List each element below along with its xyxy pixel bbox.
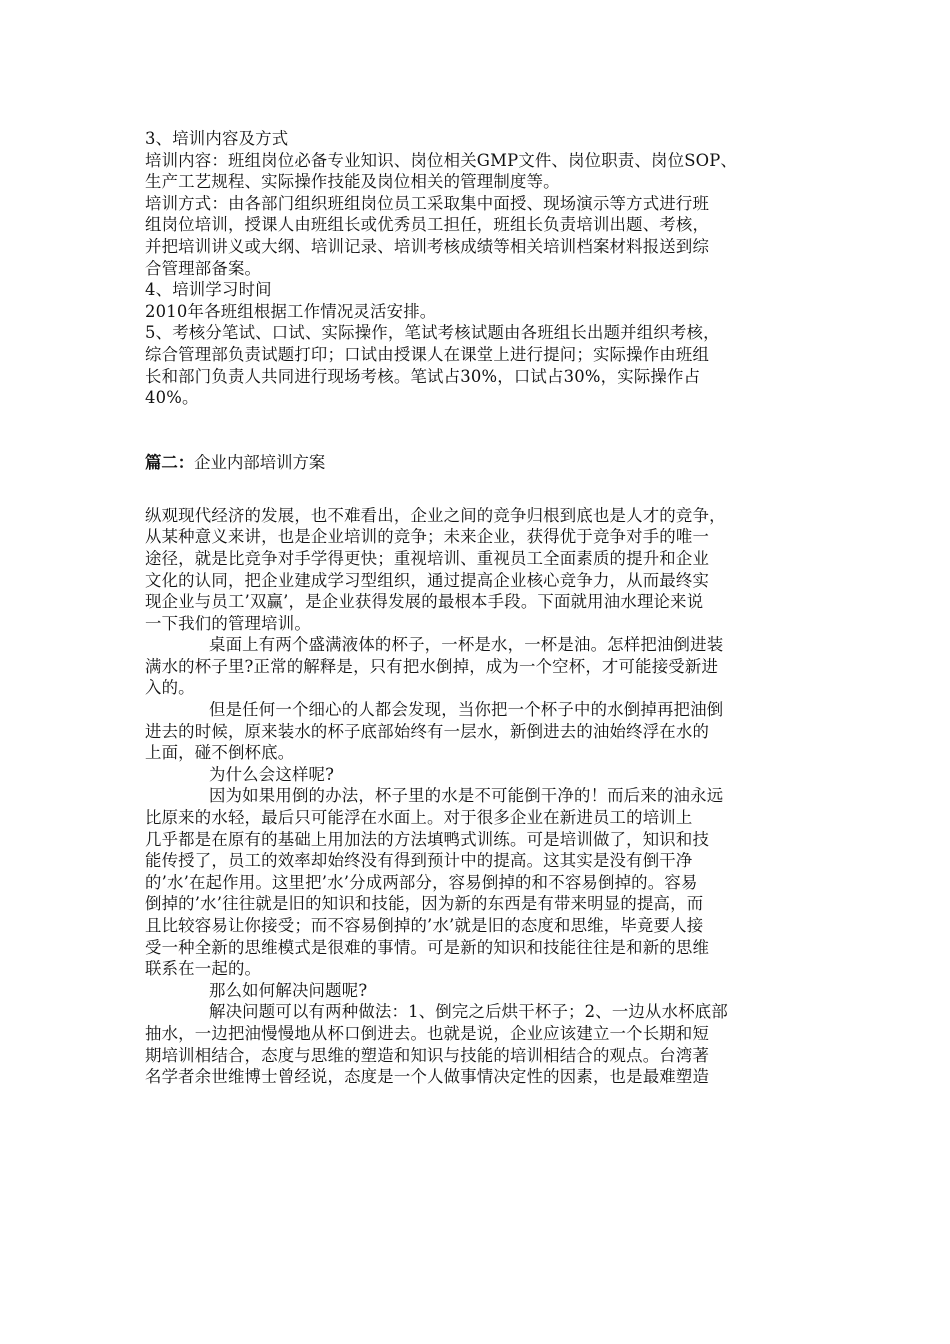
text-line: 受一种全新的思维模式是很难的事情。可是新的知识和技能往往是和新的思维 [145,937,710,957]
text-line: 5、考核分笔试、口试、实际操作，笔试考核试题由各班组长出题并组织考核， [145,323,720,343]
text-line: 抽水，一边把油慢慢地从杯口倒进去。也就是说，企业应该建立一个长期和短 [145,1023,710,1043]
text-line: 的’水’在起作用。这里把’水’分成两部分，容易倒掉的和不容易倒掉的。容易 [145,872,698,892]
text-line: 能传授了，员工的效率却始终没有得到预计中的提高。这其实是没有倒干净 [145,851,693,871]
text-line: 生产工艺规程、实际操作技能及岗位相关的管理制度等。 [145,172,560,192]
text-line: 从某种意义来讲，也是企业培训的竞争；未来企业，获得优于竞争对手的唯一 [145,527,710,547]
text-line: 并把培训讲义或大纲、培训记录、培训考核成绩等相关培训档案材料报送到综 [145,236,710,256]
text-line: 桌面上有两个盛满液体的杯子，一杯是水，一杯是油。怎样把油倒进装 [209,635,724,655]
article-section [145,505,810,1088]
section-spacer [145,409,810,452]
text-line: 长和部门负责人共同进行现场考核。笔试占30%，口试占30%，实际操作占 [145,366,701,386]
text-line: 倒掉的’水’往往就是旧的知识和技能，因为新的东西是有带来明显的提高，而 [145,894,704,914]
text-line: 综合管理部负责试题打印；口试由授课人在课堂上进行提问；实际操作由班组 [145,344,710,364]
text-line: 但是任何一个细心的人都会发现，当你把一个杯子中的水倒掉再把油倒 [209,700,724,720]
text-line: 培训方式：由各部门组织班组岗位员工采取集中面授、现场演示等方式进行班 [145,193,710,213]
heading-title: 企业内部培训方案 [194,452,326,472]
section-heading [145,452,810,474]
text-line: 合管理部备案。 [145,258,262,278]
text-line: 几乎都是在原有的基础上用加法的方法填鸭式训练。可是培训做了，知识和技 [145,829,710,849]
text-line: 上面，碰不倒杯底。 [145,743,295,763]
text-line: 4、培训学习时间 [145,280,272,300]
text-line: 满水的杯子里?正常的解释是，只有把水倒掉，成为一个空杯，才可能接受新进 [145,656,719,676]
section-spacer [145,474,810,505]
text-line: 3、培训内容及方式 [145,129,289,148]
text-line: 联系在一起的。 [145,959,262,979]
text-line: 纵观现代经济的发展，也不难看出，企业之间的竞争归根到底也是人才的竞争， [145,505,726,525]
text-line: 组岗位培训，授课人由班组长或优秀员工担任，班组长负责培训出题、考核， [145,215,710,235]
text-line: 且比较容易让你接受；而不容易倒掉的’水’就是旧的态度和思维，毕竟要人接 [145,916,704,935]
text-line: 2010年各班组根据工作情况灵活安排。 [145,301,437,321]
text-line: 因为如果用倒的办法，杯子里的水是不可能倒干净的！而后来的油永远 [209,786,724,806]
text-line: 为什么会这样呢? [209,764,335,784]
text-line: 文化的认同，把企业建成学习型组织，通过提高企业核心竞争力，从而最终实 [145,570,710,590]
text-line: 入的。 [145,678,195,698]
text-line: 40%。 [145,388,199,408]
text-line: 那么如何解决问题呢? [209,980,368,1000]
heading-label: 篇二： [145,452,195,472]
text-line: 培训内容：班组岗位必备专业知识、岗位相关GMP文件、岗位职责、岗位SOP、 [145,150,738,170]
text-line: 解决问题可以有两种做法：1、倒完之后烘干杯子；2、一边从水杯底部 [209,1002,728,1022]
text-line: 比原来的水轻，最后只可能浮在水面上。对于很多企业在新进员工的培训上 [145,808,693,828]
text-line: 现企业与员工’双赢’，是企业获得发展的最根本手段。下面就用油水理论来说 [145,592,704,612]
text-line: 进去的时候，原来装水的杯子底部始终有一层水，新倒进去的油始终浮在水的 [145,721,710,741]
training-content-section [145,128,810,409]
document-body [145,128,810,1088]
text-line: 期培训相结合，态度与思维的塑造和知识与技能的培训相结合的观点。台湾著 [145,1045,710,1065]
text-line: 名学者余世维博士曾经说，态度是一个人做事情决定性的因素，也是最难塑造 [145,1067,710,1087]
text-line: 一下我们的管理培训。 [145,613,311,633]
text-line: 途径，就是比竞争对手学得更快；重视培训、重视员工全面素质的提升和企业 [145,548,710,568]
